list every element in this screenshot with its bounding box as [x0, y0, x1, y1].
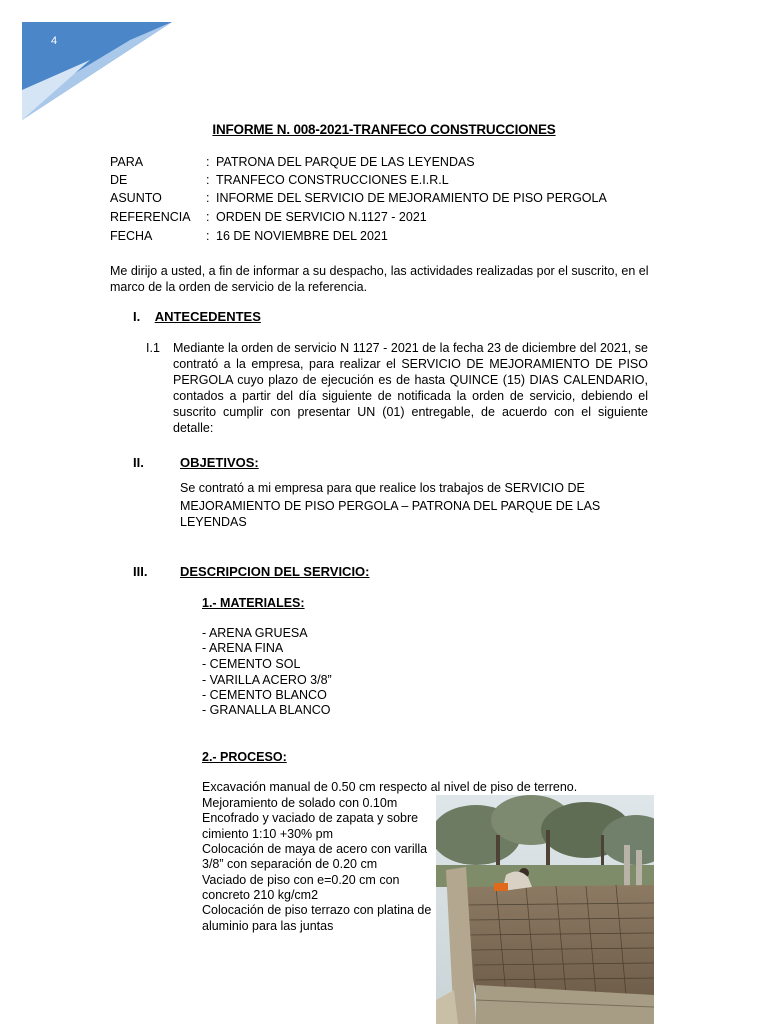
section-descripcion-heading: DESCRIPCION DEL SERVICIO:: [180, 564, 370, 579]
process-line: concreto 210 kg/cm2: [202, 888, 319, 902]
corner-decoration: [0, 0, 200, 130]
header-row-de: DE : TRANFECO CONSTRUCCIONES E.I.R.L: [110, 173, 449, 187]
material-item: - ARENA FINA: [202, 641, 284, 655]
material-item: - ARENA GRUESA: [202, 626, 308, 640]
section-antecedentes-item-number: I.1: [146, 341, 160, 355]
section-objetivos-line-2: MEJORAMIENTO DE PISO PERGOLA – PATRONA DEL PARQUE DE LAS LEYENDAS: [180, 499, 601, 529]
process-line: Encofrado y vaciado de zapata y sobre: [202, 811, 419, 825]
materials-heading: 1.- MATERIALES:: [202, 596, 305, 610]
header-value: TRANFECO CONSTRUCCIONES E.I.R.L: [216, 173, 449, 187]
material-item: - CEMENTO SOL: [202, 657, 301, 671]
report-title: INFORME N. 008-2021-TRANFECO CONSTRUCCIONES: [212, 122, 556, 137]
process-line: 3/8” con separación de 0.20 cm: [202, 857, 378, 871]
section-descripcion-number: III.: [133, 564, 148, 579]
section-objetivos-line-1: Se contrató a mi empresa para que realice los trabajos de SERVICIO DE: [180, 481, 585, 495]
section-antecedentes-item-text: Mediante la orden de servicio N 1127 - 2021 de la fecha 23 de diciembre del 2021, se contrató a la empresa, para realizar el SERVICIO DE MEJORAMIENTO DE PISO PERGOLA cuyo plazo de ejecución es de hasta QUINCE (15) DIAS CALENDARIO, contados a partir del día siguiente de notificada la orden de servicio, debiendo el suscrito cumplir con presentar UN (01) entregable, de acuerdo con el siguiente detalle:: [173, 341, 648, 435]
header-value: PATRONA DEL PARQUE DE LAS LEYENDAS: [216, 155, 475, 169]
section-objetivos-heading: OBJETIVOS:: [180, 455, 259, 470]
construction-site-photo: [436, 795, 654, 1024]
section-objetivos-number: II.: [133, 455, 144, 470]
process-line: Colocación de maya de acero con varilla: [202, 842, 428, 856]
process-line: Colocación de piso terrazo con platina de: [202, 903, 432, 917]
process-line: cimiento 1:10 +30% pm: [202, 827, 333, 841]
header-value: ORDEN DE SERVICIO N.1127 - 2021: [216, 210, 427, 224]
header-row-referencia: REFERENCIA : ORDEN DE SERVICIO N.1127 - 2021: [110, 210, 427, 224]
header-value: 16 DE NOVIEMBRE DEL 2021: [216, 229, 388, 243]
material-item: - GRANALLA BLANCO: [202, 703, 331, 717]
process-line: Mejoramiento de solado con 0.10m: [202, 796, 398, 810]
header-label: ASUNTO: [110, 191, 162, 205]
process-heading: 2.- PROCESO:: [202, 750, 287, 764]
header-value: INFORME DEL SERVICIO DE MEJORAMIENTO DE PISO PERGOLA: [216, 191, 607, 205]
process-line: Excavación manual de 0.50 cm respecto al nivel de piso de terreno.: [202, 780, 578, 794]
header-label: FECHA: [110, 229, 153, 243]
intro-paragraph: Me dirijo a usted, a fin de informar a su despacho, las actividades realizadas por el suscrito, en el marco de la orden de servicio de la referencia.: [110, 264, 649, 294]
process-line: Vaciado de piso con e=0.20 cm con: [202, 873, 400, 887]
page-number: 4: [51, 35, 58, 47]
header-label: PARA: [110, 155, 144, 169]
header-row-fecha: FECHA : 16 DE NOVIEMBRE DEL 2021: [110, 229, 388, 243]
section-antecedentes-heading: I. ANTECEDENTES: [133, 309, 261, 324]
material-item: - CEMENTO BLANCO: [202, 688, 327, 702]
header-label: REFERENCIA: [110, 210, 191, 224]
material-item: - VARILLA ACERO 3/8”: [202, 673, 332, 687]
header-row-asunto: ASUNTO : INFORME DEL SERVICIO DE MEJORAMIENTO DE PISO PERGOLA: [110, 191, 607, 205]
process-line: aluminio para las juntas: [202, 919, 334, 933]
header-row-para: PARA : PATRONA DEL PARQUE DE LAS LEYENDAS: [110, 155, 475, 169]
header-label: DE: [110, 173, 128, 187]
